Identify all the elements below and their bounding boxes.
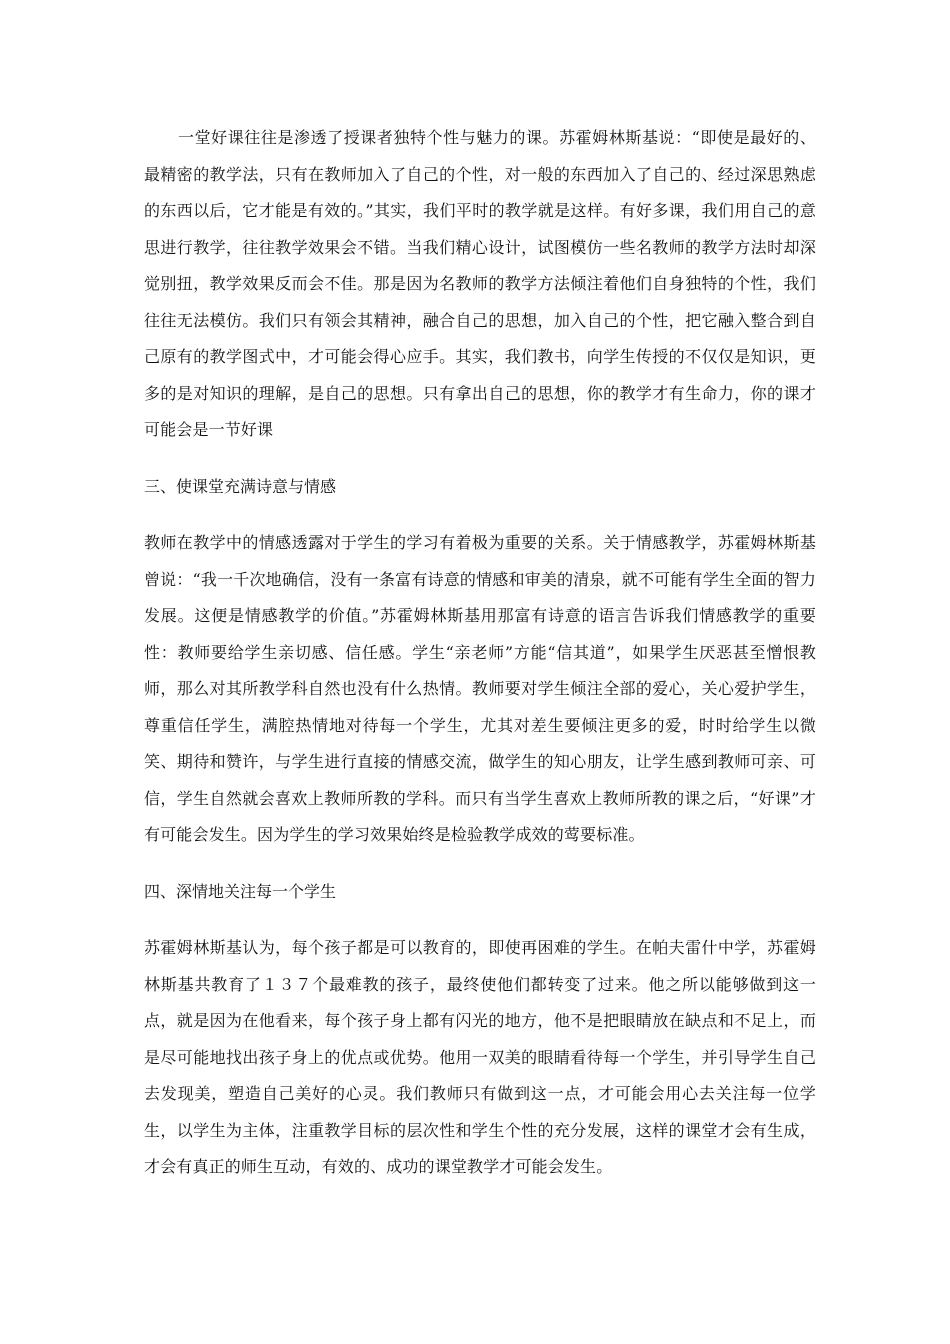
spacer [144, 854, 816, 874]
section-heading-care-every-student: 四、深情地关注每一个学生 [144, 881, 337, 901]
document-page [144, 120, 816, 1186]
paragraph-emotion-teaching: 教师在教学中的情感透露对于学生的学习有着极为重要的关系。关于情感教学，苏霍姆林斯基曾说：“我一千次地确信，没有一条富有诗意的情感和审美的清泉，就不可能有学生全面的智力发展。这便是情感教学的价值。”苏霍姆林斯基用那富有诗意的语言告诉我们情感教学的重要性：教师要给学生亲切感、信任感。学生“亲老师”方能“信其道”，如果学生厌恶甚至憎恨教师，那么对其所教学科自然也没有什么热情。教师要对学生倾注全部的爱心，关心爱护学生，尊重信任学生，满腔热情地对待每一个学生，尤其对差生要倾注更多的爱，时时给学生以微笑、期待和赞许，与学生进行直接的情感交流，做学生的知心朋友，让学生感到教师可亲、可信，学生自然就会喜欢上教师所教的学科。而只有当学生喜欢上教师所教的课之后，“好课”才有可能会发生。因为学生的学习效果始终是检验教学成效的莺要标准。 [144, 533, 816, 844]
spacer [144, 449, 816, 469]
paragraph-every-child-educable: 苏霍姆林斯基认为，每个孩子都是可以教育的，即使再困难的学生。在帕夫雷什中学，苏霍姆林斯基共教育了１３７个最难教的孩子，最终使他们都转变了过来。他之所以能够做到这一点，就是因为在他看来，每个孩子身上都有闪光的地方，他不是把眼睛放在缺点和不足上，而是尽可能地找出孩子身上的优点或优势。他用一双美的眼睛看待每一个学生，并引导学生自己去发现美，塑造自己美好的心灵。我们教师只有做到这一点，才可能会用心去关注每一位学生，以学生为主体，注重教学目标的层次性和学生个性的充分发展，这样的课堂才会有生成，才会有真正的师生互动，有效的、成功的课堂教学才可能会发生。 [144, 938, 816, 1176]
paragraph-individuality: 一堂好课往往是渗透了授课者独特个性与魅力的课。苏霍姆林斯基说：“即使是最好的、最精密的教学法，只有在教师加入了自己的个性，对一般的东西加入了自己的、经过深思熟虑的东西以后，它才能是有效的。”其实，我们平时的教学就是这样。有好多课，我们用自己的意思进行教学，往往教学效果会不错。当我们精心设计，试图模仿一些名教师的教学方法时却深觉别扭，教学效果反而会不佳。那是因为名教师的教学方法倾注着他们自身独特的个性，我们往往无法模仿。我们只有领会其精神，融合自己的思想，加入自己的个性，把它融入整合到自己原有的教学图式中，才可能会得心应手。其实，我们教书，向学生传授的不仅仅是知识，更多的是对知识的理解，是自己的思想。只有拿出自己的思想，你的教学才有生命力，你的课才可能会是一节好课 [144, 128, 816, 439]
spacer [144, 910, 816, 930]
spacer [144, 505, 816, 525]
section-heading-poetry-emotion: 三、使课堂充满诗意与情感 [144, 476, 337, 496]
